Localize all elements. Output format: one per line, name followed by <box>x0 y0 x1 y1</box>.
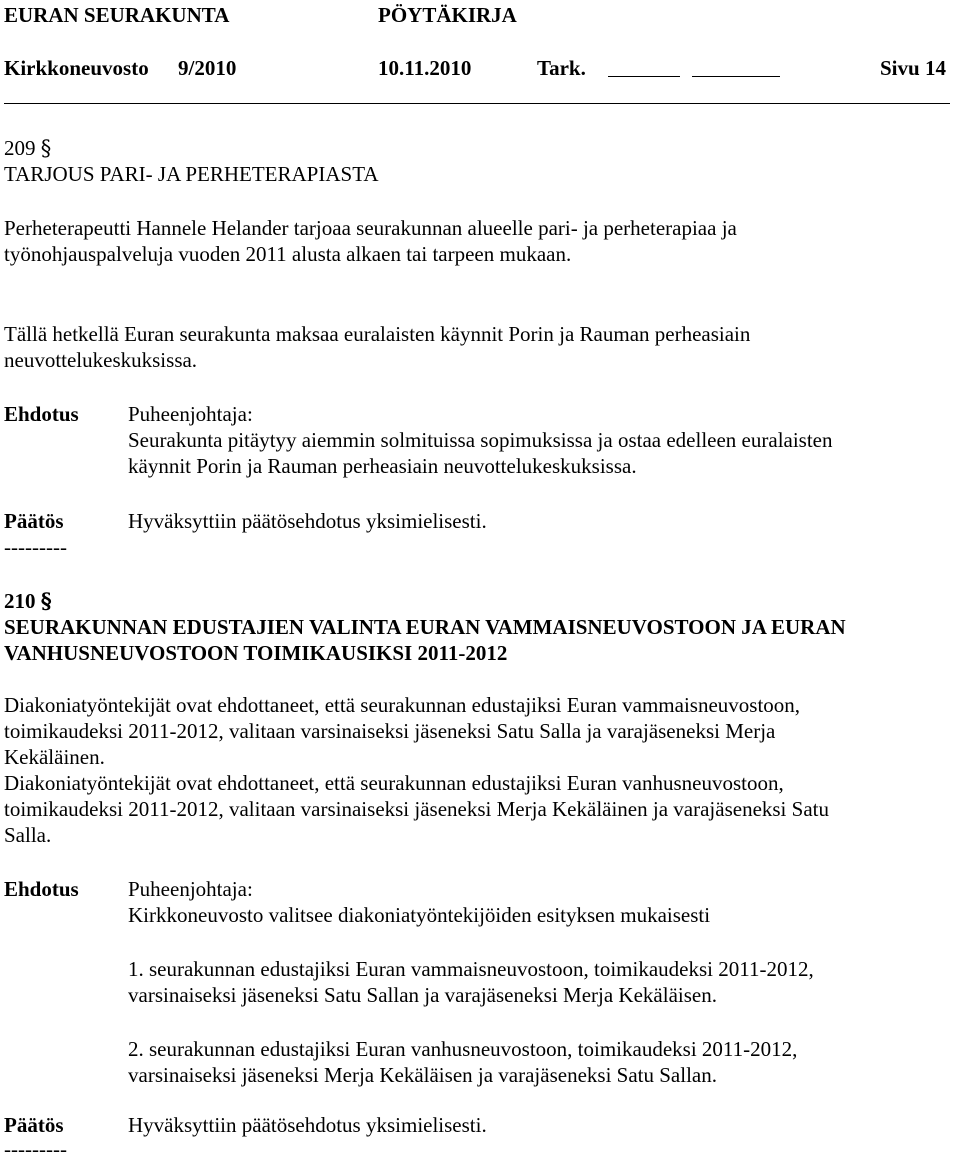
item-209-proposal-label: Ehdotus <box>4 402 79 426</box>
item-209-para1-line2: työnohjauspalveluja vuoden 2011 alusta alkaen tai tarpeen mukaan. <box>4 242 572 266</box>
header-checked-label: Tark. <box>537 56 586 80</box>
header-doc-type: PÖYTÄKIRJA <box>378 3 517 27</box>
item-209-proposal-line2: käynnit Porin ja Rauman perheasiain neuvottelukeskuksissa. <box>128 454 637 478</box>
item-210-para1-line3: Kekäläinen. <box>4 745 105 769</box>
item-210-decision-label: Päätös <box>4 1113 64 1137</box>
item-210-proposal-label: Ehdotus <box>4 877 79 901</box>
item-210-proposal-intro: Kirkkoneuvosto valitsee diakoniatyöntekijöiden esityksen mukaisesti <box>128 903 711 927</box>
item-209-proposal-speaker: Puheenjohtaja: <box>128 402 253 426</box>
item-210-separator: --------- <box>4 1137 67 1161</box>
section-sign: § <box>40 136 52 160</box>
item-210-proposal-speaker: Puheenjohtaja: <box>128 877 253 901</box>
item-209-para2-line2: neuvottelukeskuksissa. <box>4 348 198 372</box>
section-sign: § <box>40 588 52 613</box>
item-209-number <box>4 135 51 161</box>
header-meeting-no: 9/2010 <box>178 56 237 80</box>
checker-signature-line-1 <box>608 56 680 77</box>
item-210-point2-line1: 2. seurakunnan edustajiksi Euran vanhusneuvostoon, toimikaudeksi 2011-2012, <box>128 1037 798 1061</box>
item-210-para2-line1: Diakoniatyöntekijät ovat ehdottaneet, että seurakunnan edustajiksi Euran vanhusneuvostoon, <box>4 771 784 795</box>
item-210-para2-line2: toimikaudeksi 2011-2012, valitaan varsinaiseksi jäseneksi Merja Kekäläinen ja varajäseneksi Satu <box>4 797 829 821</box>
header-body: Kirkkoneuvosto <box>4 56 149 80</box>
item-number: 210 <box>4 589 36 613</box>
header-date: 10.11.2010 <box>378 56 472 80</box>
item-210-title-line1: SEURAKUNNAN EDUSTAJIEN VALINTA EURAN VAMMAISNEUVOSTOON JA EURAN <box>4 615 846 639</box>
item-209-decision-label: Päätös <box>4 509 64 533</box>
item-209-proposal-line1: Seurakunta pitäytyy aiemmin solmituissa sopimuksissa ja ostaa edelleen euralaisten <box>128 428 833 452</box>
item-209-para1-line1: Perheterapeutti Hannele Helander tarjoaa seurakunnan alueelle pari- ja perheterapiaa ja <box>4 216 737 240</box>
item-209-decision-text: Hyväksyttiin päätösehdotus yksimielisesti. <box>128 509 487 533</box>
item-210-para2-line3: Salla. <box>4 823 52 847</box>
item-210-title-line2: VANHUSNEUVOSTOON TOIMIKAUSIKSI 2011-2012 <box>4 641 508 665</box>
item-210-number <box>4 588 52 614</box>
item-210-point2-line2: varsinaiseksi jäseneksi Merja Kekäläisen ja varajäseneksi Satu Sallan. <box>128 1063 717 1087</box>
item-210-para1-line2: toimikaudeksi 2011-2012, valitaan varsinaiseksi jäseneksi Satu Salla ja varajäseneksi Merja <box>4 719 776 743</box>
header-page: Sivu 14 <box>880 56 946 80</box>
item-210-point1-line1: 1. seurakunnan edustajiksi Euran vammaisneuvostoon, toimikaudeksi 2011-2012, <box>128 957 814 981</box>
item-209-separator: --------- <box>4 535 67 559</box>
item-210-para1-line1: Diakoniatyöntekijät ovat ehdottaneet, että seurakunnan edustajiksi Euran vammaisneuvostoon, <box>4 693 801 717</box>
item-210-point1-line2: varsinaiseksi jäseneksi Satu Sallan ja varajäseneksi Merja Kekäläisen. <box>128 983 717 1007</box>
checker-signature-line-2 <box>692 56 780 77</box>
header-org: EURAN SEURAKUNTA <box>4 3 230 27</box>
header-rule <box>4 103 950 104</box>
item-209-para2-line1: Tällä hetkellä Euran seurakunta maksaa euralaisten käynnit Porin ja Rauman perheasiain <box>4 322 751 346</box>
item-210-decision-text: Hyväksyttiin päätösehdotus yksimielisesti. <box>128 1113 487 1137</box>
item-number: 209 <box>4 136 36 160</box>
item-209-title: TARJOUS PARI- JA PERHETERAPIASTA <box>4 162 379 186</box>
